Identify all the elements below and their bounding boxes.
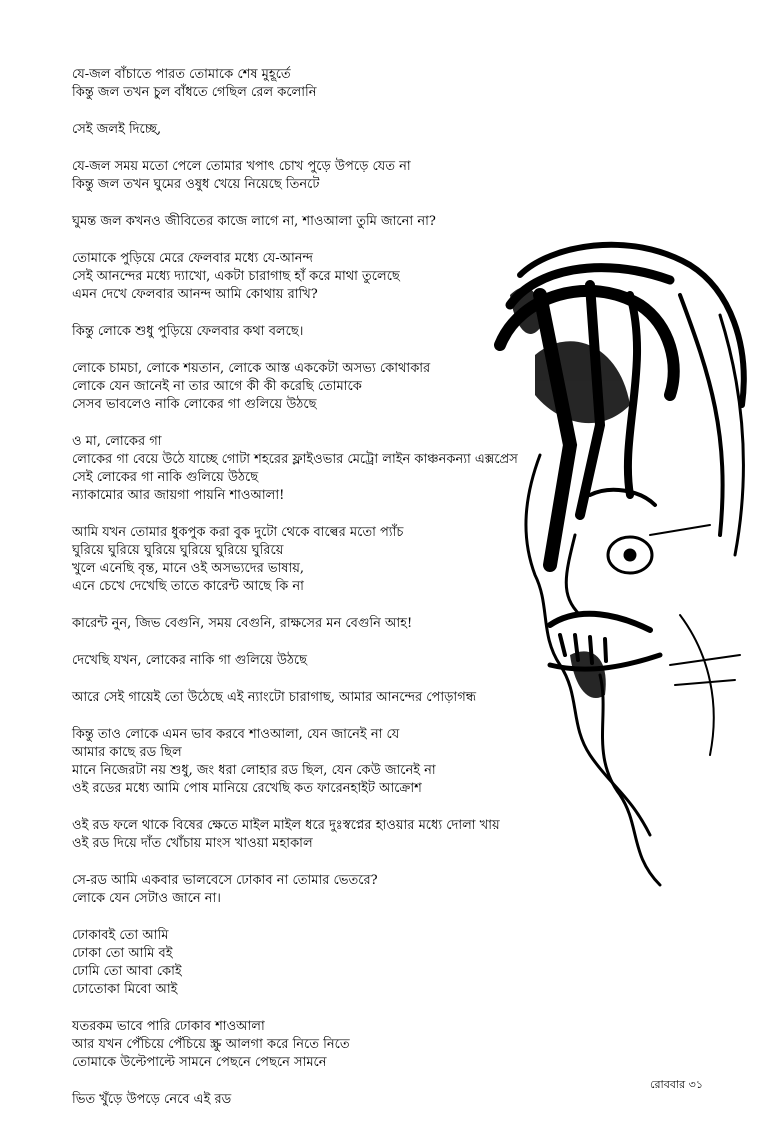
poem-line: যে-জল সময় মতো পেলে তোমার খপাৎ চোখ পুড়ে উপড়ে যেত না: [72, 159, 411, 174]
stanza: [72, 250, 502, 304]
stanza: [72, 158, 502, 194]
page-folio: রোববার ৩১: [650, 1078, 703, 1091]
poem-line: ওই রড দিয়ে দাঁত খোঁচায় মাংস খাওয়া মহাকাল: [72, 836, 313, 851]
poem-line: লোকের গা বেয়ে উঠে যাচ্ছে গোটা শহরের ফ্লাইওভার মেট্রো লাইন কাঞ্চনকন্যা এক্সপ্রেস: [72, 452, 518, 467]
poem-line: সেসব ভাবলেও নাকি লোকের গা গুলিয়ে উঠছে: [72, 397, 317, 412]
poem-line: খুলে এনেছি বৃন্ত, মানে ওই অসভ্যদের ভাষায়,: [72, 561, 305, 576]
poem-line: তোমাকে পুড়িয়ে মেরে ফেলবার মধ্যে যে-আনন্দ: [72, 251, 313, 266]
stanza: [72, 121, 502, 139]
poem-line: লোকে চামচা, লোকে শয়তান, লোকে আস্ত এককেটা অসভ্য কোথাকার: [72, 361, 431, 376]
stanza: [72, 927, 502, 999]
poem-line: আর যখন পেঁচিয়ে পেঁচিয়ে স্ক্রু আলগা করে নিতে নিতে: [72, 1037, 350, 1052]
poem-line: ঘুরিয়ে ঘুরিয়ে ঘুরিয়ে ঘুরিয়ে ঘুরিয়ে ঘুরিয়ে: [72, 543, 284, 558]
poem-line: ওই রডের মধ্যে আমি পোষ মানিয়ে রেখেছি কত ফারেনহাইট আক্রোশ: [72, 781, 422, 796]
poem-line: এমন দেখে ফেলবার আনন্দ আমি কোথায় রাখি?: [72, 287, 318, 302]
stanza: [72, 726, 502, 798]
poem-line: দেখেছি যখন, লোকের নাকি গা গুলিয়ে উঠছে: [72, 653, 307, 668]
stanza: [72, 323, 502, 341]
stanza: [72, 872, 502, 908]
poem-line: আমি যখন তোমার ধুকপুক করা বুক দুটো থেকে বাল্বের মতো প্যাঁচ: [72, 525, 404, 540]
poem-line: ওই রড ফলে থাকে বিষের ক্ষেতে মাইল মাইল ধরে দুঃস্বপ্নের হাওয়ার মধ্যে দোলা খায়: [72, 818, 500, 833]
poem-line: সেই আনন্দের মধ্যে দ্যাখো, একটা চারাগাছ হাঁ করে মাথা তুলেছে: [72, 269, 400, 284]
stanza: [72, 817, 502, 853]
poem-line: ন্যাকামোর আর জায়গা পায়নি শাওআলা!: [72, 488, 285, 503]
poem-line: লোকে যেন সেটাও জানে না।: [72, 891, 221, 906]
poem-line: ঢোমি তো আবা কোই: [72, 964, 182, 979]
poem-line: ভিত খুঁড়ে উপড়ে নেবে এই রড: [72, 1092, 232, 1107]
poem-line: সেই জলই দিচ্ছে,: [72, 122, 162, 137]
poem-line: সে-রড আমি একবার ভালবেসে ঢোকাব না তোমার ভেতরে?: [72, 873, 378, 888]
stanza: [72, 1018, 502, 1072]
stanza: [72, 652, 502, 670]
poem-line: ঢোতোকা মিবো আই: [72, 982, 178, 997]
poem-line: তোমাকে উল্টেপাল্টে সামনে পেছনে পেছনে সামনে: [72, 1055, 327, 1070]
stanza: [72, 66, 502, 102]
ink-sketch-illustration: [480, 235, 760, 925]
poem-line: ঢোকাবই তো আমি: [72, 928, 169, 943]
stanza: [72, 1091, 502, 1109]
poem-line: যতরকম ভাবে পারি ঢোকাব শাওআলা: [72, 1019, 265, 1034]
poem-line: ও মা, লোকের গা: [72, 434, 162, 449]
poem-line: যে-জল বাঁচাতে পারত তোমাকে শেষ মুহূর্তে: [72, 67, 291, 82]
stanza: [72, 615, 502, 633]
stanza: [72, 433, 518, 505]
stanza: [72, 360, 502, 414]
stanza: [72, 689, 502, 707]
poem-body: [72, 66, 518, 1128]
poem-line: কিন্তু জল তখন ঘুমের ওষুধ খেয়ে নিয়েছে তিনটে: [72, 177, 320, 192]
poem-line: ঢোকা তো আমি বই: [72, 946, 173, 961]
poem-line: আমার কাছে রড ছিল: [72, 745, 182, 760]
poem-line: কারেন্ট নুন, জিভ বেগুনি, সময় বেগুনি, রাক্ষসের মন বেগুনি আহ!: [72, 616, 413, 631]
poem-line: লোকে যেন জানেই না তার আগে কী কী করেছি তোমাকে: [72, 379, 362, 394]
poem-line: সেই লোকের গা নাকি গুলিয়ে উঠছে: [72, 470, 259, 485]
poem-line: কিন্তু তাও লোকে এমন ভাব করবে শাওআলা, যেন জানেই না যে: [72, 727, 400, 742]
poem-line: কিন্তু লোকে শুধু পুড়িয়ে ফেলবার কথা বলছে।: [72, 324, 304, 339]
stanza: [72, 213, 502, 231]
stanza: [72, 524, 502, 596]
poem-line: ঘুমন্ত জল কখনও জীবিতের কাজে লাগে না, শাওআলা তুমি জানো না?: [72, 214, 436, 229]
poem-line: আরে সেই গায়েই তো উঠেছে এই ন্যাংটো চারাগাছ, আমার আনন্দের পোড়াগন্ধ: [72, 690, 477, 705]
poem-line: কিন্তু জল তখন চুল বাঁধতে গেছিল রেল কলোনি: [72, 85, 317, 100]
poem-line: মানে নিজেরটা নয় শুধু, জং ধরা লোহার রড ছিল, যেন কেউ জানেই না: [72, 763, 436, 778]
poem-line: এনে চেখে দেখেছি তাতে কারেন্ট আছে কি না: [72, 579, 304, 594]
